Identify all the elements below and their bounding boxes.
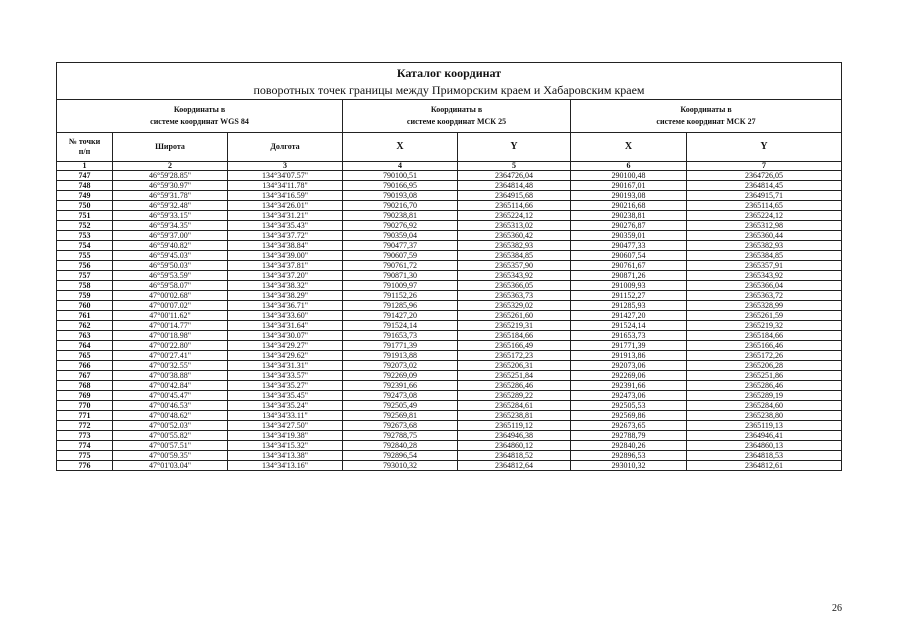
table-row xyxy=(57,341,842,351)
msk27-x-cell: 291653,73 xyxy=(571,331,687,341)
latitude-cell: 47°00'57.51" xyxy=(113,441,228,451)
table-row xyxy=(57,431,842,441)
point-number-cell: 766 xyxy=(57,361,113,371)
msk27-y-cell: 2365343,92 xyxy=(687,271,842,281)
msk25-x-header: X xyxy=(343,133,458,162)
msk27-x-cell: 292673,65 xyxy=(571,421,687,431)
msk25-x-cell: 791913,88 xyxy=(343,351,458,361)
table-row xyxy=(57,421,842,431)
latitude-cell: 47°00'48.62" xyxy=(113,411,228,421)
msk25-x-cell: 791285,96 xyxy=(343,301,458,311)
msk25-x-cell: 792073,02 xyxy=(343,361,458,371)
msk27-x-cell: 290238,81 xyxy=(571,211,687,221)
table-row xyxy=(57,201,842,211)
latitude-cell: 46°59'32.48" xyxy=(113,201,228,211)
msk27-y-cell: 2364860,13 xyxy=(687,441,842,451)
point-number-cell: 774 xyxy=(57,441,113,451)
point-number-cell: 760 xyxy=(57,301,113,311)
msk27-y-cell: 2365219,32 xyxy=(687,321,842,331)
table-row xyxy=(57,171,842,181)
msk27-x-cell: 292569,86 xyxy=(571,411,687,421)
msk27-y-cell: 2365328,99 xyxy=(687,301,842,311)
longitude-cell: 134°34'13.16" xyxy=(228,461,343,471)
latitude-cell: 46°59'34.35" xyxy=(113,221,228,231)
latitude-cell: 47°00'59.35" xyxy=(113,451,228,461)
msk25-x-cell: 790359,04 xyxy=(343,231,458,241)
longitude-cell: 134°34'29.62" xyxy=(228,351,343,361)
longitude-cell: 134°34'07.57" xyxy=(228,171,343,181)
longitude-cell: 134°34'29.27" xyxy=(228,341,343,351)
msk27-y-cell: 2365360,44 xyxy=(687,231,842,241)
table-row xyxy=(57,301,842,311)
msk25-y-cell: 2365366,05 xyxy=(458,281,571,291)
msk27-x-cell: 290193,08 xyxy=(571,191,687,201)
msk27-x-cell: 292073,06 xyxy=(571,361,687,371)
latitude-cell: 46°59'53.59" xyxy=(113,271,228,281)
msk25-x-cell: 790166,95 xyxy=(343,181,458,191)
msk27-x-cell: 292896,53 xyxy=(571,451,687,461)
msk25-y-cell: 2365329,02 xyxy=(458,301,571,311)
longitude-cell: 134°34'33.57" xyxy=(228,371,343,381)
system-header-msk27: Координаты в системе координат МСК 27 xyxy=(571,100,842,133)
point-number-cell: 768 xyxy=(57,381,113,391)
longitude-cell: 134°34'15.32" xyxy=(228,441,343,451)
msk27-x-cell: 290761,67 xyxy=(571,261,687,271)
msk27-y-cell: 2365166,46 xyxy=(687,341,842,351)
msk25-x-cell: 790193,08 xyxy=(343,191,458,201)
msk25-y-cell: 2365219,31 xyxy=(458,321,571,331)
msk25-y-cell: 2365357,90 xyxy=(458,261,571,271)
msk25-y-cell: 2365206,31 xyxy=(458,361,571,371)
point-number-cell: 772 xyxy=(57,421,113,431)
msk27-y-cell: 2365289,19 xyxy=(687,391,842,401)
msk25-x-cell: 792788,75 xyxy=(343,431,458,441)
table-row xyxy=(57,391,842,401)
msk25-x-cell: 793010,32 xyxy=(343,461,458,471)
msk27-y-cell: 2365114,65 xyxy=(687,201,842,211)
longitude-cell: 134°34'39.00" xyxy=(228,251,343,261)
msk25-x-cell: 792569,81 xyxy=(343,411,458,421)
table-row xyxy=(57,271,842,281)
msk25-y-cell: 2365384,85 xyxy=(458,251,571,261)
table-row xyxy=(57,321,842,331)
latitude-cell: 46°59'58.07" xyxy=(113,281,228,291)
msk25-x-cell: 790238,81 xyxy=(343,211,458,221)
msk27-y-cell: 2365284,60 xyxy=(687,401,842,411)
point-number-cell: 765 xyxy=(57,351,113,361)
latitude-cell: 47°00'02.68" xyxy=(113,291,228,301)
longitude-cell: 134°34'30.07" xyxy=(228,331,343,341)
longitude-cell: 134°34'38.29" xyxy=(228,291,343,301)
msk25-x-cell: 791152,26 xyxy=(343,291,458,301)
msk27-x-cell: 290100,48 xyxy=(571,171,687,181)
point-number-cell: 770 xyxy=(57,401,113,411)
table-row xyxy=(57,331,842,341)
table-row xyxy=(57,211,842,221)
column-number: 3 xyxy=(228,162,343,171)
longitude-cell: 134°34'38.84" xyxy=(228,241,343,251)
longitude-cell: 134°34'31.64" xyxy=(228,321,343,331)
msk27-y-cell: 2364814,45 xyxy=(687,181,842,191)
table-row xyxy=(57,181,842,191)
point-number-cell: 773 xyxy=(57,431,113,441)
msk27-x-cell: 290871,26 xyxy=(571,271,687,281)
msk25-y-cell: 2365382,93 xyxy=(458,241,571,251)
longitude-cell: 134°34'38.32" xyxy=(228,281,343,291)
msk27-y-cell: 2364946,41 xyxy=(687,431,842,441)
longitude-cell: 134°34'16.59" xyxy=(228,191,343,201)
point-number-cell: 761 xyxy=(57,311,113,321)
msk27-x-cell: 291427,20 xyxy=(571,311,687,321)
msk25-y-cell: 2364812,64 xyxy=(458,461,571,471)
msk27-x-cell: 291771,39 xyxy=(571,341,687,351)
msk25-y-cell: 2364946,38 xyxy=(458,431,571,441)
msk27-y-cell: 2364726,05 xyxy=(687,171,842,181)
point-number-cell: 754 xyxy=(57,241,113,251)
msk27-x-cell: 290359,01 xyxy=(571,231,687,241)
msk27-y-cell: 2365224,12 xyxy=(687,211,842,221)
msk25-x-cell: 791427,20 xyxy=(343,311,458,321)
msk25-y-cell: 2365238,81 xyxy=(458,411,571,421)
point-number-cell: 771 xyxy=(57,411,113,421)
latitude-header: Широта xyxy=(113,133,228,162)
point-number-cell: 747 xyxy=(57,171,113,181)
latitude-cell: 47°00'18.98" xyxy=(113,331,228,341)
msk27-x-cell: 292505,53 xyxy=(571,401,687,411)
msk27-x-cell: 292391,66 xyxy=(571,381,687,391)
longitude-header: Долгота xyxy=(228,133,343,162)
latitude-cell: 47°00'14.77" xyxy=(113,321,228,331)
point-number-cell: 756 xyxy=(57,261,113,271)
point-number-cell: 759 xyxy=(57,291,113,301)
table-row xyxy=(57,441,842,451)
point-number-cell: 757 xyxy=(57,271,113,281)
column-number: 6 xyxy=(571,162,687,171)
latitude-cell: 47°00'45.47" xyxy=(113,391,228,401)
coordinate-catalog-table xyxy=(56,62,842,471)
table-row xyxy=(57,251,842,261)
msk25-x-cell: 792896,54 xyxy=(343,451,458,461)
column-number: 5 xyxy=(458,162,571,171)
latitude-cell: 47°00'22.80" xyxy=(113,341,228,351)
msk25-y-cell: 2364915,68 xyxy=(458,191,571,201)
msk27-y-cell: 2365384,85 xyxy=(687,251,842,261)
latitude-cell: 47°00'55.82" xyxy=(113,431,228,441)
msk27-y-cell: 2365286,46 xyxy=(687,381,842,391)
table-row xyxy=(57,351,842,361)
point-number-cell: 776 xyxy=(57,461,113,471)
table-row xyxy=(57,261,842,271)
longitude-cell: 134°34'31.31" xyxy=(228,361,343,371)
latitude-cell: 47°00'11.62" xyxy=(113,311,228,321)
longitude-cell: 134°34'37.20" xyxy=(228,271,343,281)
catalog-title: Каталог координат xyxy=(57,63,842,82)
point-number-cell: 748 xyxy=(57,181,113,191)
msk27-x-cell: 290167,01 xyxy=(571,181,687,191)
longitude-cell: 134°34'33.11" xyxy=(228,411,343,421)
msk27-y-cell: 2365184,66 xyxy=(687,331,842,341)
point-number-cell: 749 xyxy=(57,191,113,201)
longitude-cell: 134°34'33.60" xyxy=(228,311,343,321)
point-number-cell: 764 xyxy=(57,341,113,351)
msk25-y-cell: 2365313,02 xyxy=(458,221,571,231)
longitude-cell: 134°34'35.24" xyxy=(228,401,343,411)
column-number: 4 xyxy=(343,162,458,171)
msk25-y-cell: 2364818,52 xyxy=(458,451,571,461)
catalog-subtitle: поворотных точек границы между Приморским краем и Хабаровским краем xyxy=(57,81,842,100)
msk27-y-cell: 2365363,72 xyxy=(687,291,842,301)
msk25-y-cell: 2364860,12 xyxy=(458,441,571,451)
msk25-x-cell: 790100,51 xyxy=(343,171,458,181)
msk27-x-cell: 291285,93 xyxy=(571,301,687,311)
latitude-cell: 46°59'30.97" xyxy=(113,181,228,191)
msk25-y-cell: 2365114,66 xyxy=(458,201,571,211)
msk25-x-cell: 791771,39 xyxy=(343,341,458,351)
point-number-header: № точки п/п xyxy=(57,133,113,162)
msk25-y-cell: 2365166,49 xyxy=(458,341,571,351)
msk27-x-cell: 290607,54 xyxy=(571,251,687,261)
msk25-x-cell: 792673,68 xyxy=(343,421,458,431)
msk27-y-cell: 2365312,98 xyxy=(687,221,842,231)
latitude-cell: 47°00'42.84" xyxy=(113,381,228,391)
longitude-cell: 134°34'11.78" xyxy=(228,181,343,191)
msk25-y-cell: 2365343,92 xyxy=(458,271,571,281)
latitude-cell: 47°00'32.55" xyxy=(113,361,228,371)
latitude-cell: 46°59'37.00" xyxy=(113,231,228,241)
point-number-cell: 775 xyxy=(57,451,113,461)
msk27-y-cell: 2365238,80 xyxy=(687,411,842,421)
msk27-x-cell: 292840,26 xyxy=(571,441,687,451)
msk25-x-cell: 790871,30 xyxy=(343,271,458,281)
msk25-x-cell: 792473,08 xyxy=(343,391,458,401)
column-number-row xyxy=(57,162,842,171)
latitude-cell: 47°00'07.02" xyxy=(113,301,228,311)
msk27-x-cell: 290276,87 xyxy=(571,221,687,231)
latitude-cell: 47°00'38.88" xyxy=(113,371,228,381)
point-number-cell: 769 xyxy=(57,391,113,401)
msk25-x-cell: 790761,72 xyxy=(343,261,458,271)
msk25-y-cell: 2364814,48 xyxy=(458,181,571,191)
system-header-msk25: Координаты в системе координат МСК 25 xyxy=(343,100,571,133)
point-number-cell: 763 xyxy=(57,331,113,341)
page-number: 26 xyxy=(832,603,842,614)
latitude-cell: 46°59'28.85" xyxy=(113,171,228,181)
longitude-cell: 134°34'13.38" xyxy=(228,451,343,461)
msk27-x-cell: 292473,06 xyxy=(571,391,687,401)
longitude-cell: 134°34'26.01" xyxy=(228,201,343,211)
point-number-cell: 753 xyxy=(57,231,113,241)
msk27-y-cell: 2364818,53 xyxy=(687,451,842,461)
column-number: 7 xyxy=(687,162,842,171)
column-number: 2 xyxy=(113,162,228,171)
msk25-y-cell: 2365172,23 xyxy=(458,351,571,361)
table-row xyxy=(57,461,842,471)
msk25-x-cell: 791524,14 xyxy=(343,321,458,331)
latitude-cell: 46°59'31.78" xyxy=(113,191,228,201)
msk25-y-cell: 2365284,61 xyxy=(458,401,571,411)
latitude-cell: 46°59'50.03" xyxy=(113,261,228,271)
msk25-y-cell: 2365289,22 xyxy=(458,391,571,401)
table-row xyxy=(57,281,842,291)
longitude-cell: 134°34'27.50" xyxy=(228,421,343,431)
latitude-cell: 47°01'03.04" xyxy=(113,461,228,471)
point-number-cell: 750 xyxy=(57,201,113,211)
column-number: 1 xyxy=(57,162,113,171)
point-number-cell: 762 xyxy=(57,321,113,331)
msk25-y-cell: 2365119,12 xyxy=(458,421,571,431)
msk27-y-cell: 2365172,26 xyxy=(687,351,842,361)
msk25-y-cell: 2365261,60 xyxy=(458,311,571,321)
point-number-cell: 767 xyxy=(57,371,113,381)
msk27-y-cell: 2365357,91 xyxy=(687,261,842,271)
msk25-x-cell: 792505,49 xyxy=(343,401,458,411)
msk27-x-cell: 293010,32 xyxy=(571,461,687,471)
table-row xyxy=(57,451,842,461)
point-number-cell: 755 xyxy=(57,251,113,261)
latitude-cell: 47°00'52.03" xyxy=(113,421,228,431)
msk27-y-cell: 2365119,13 xyxy=(687,421,842,431)
msk27-y-cell: 2364812,61 xyxy=(687,461,842,471)
coordinate-rows xyxy=(57,171,842,471)
table-row xyxy=(57,241,842,251)
table-row xyxy=(57,411,842,421)
msk25-y-cell: 2365251,84 xyxy=(458,371,571,381)
table-row xyxy=(57,401,842,411)
point-number-cell: 751 xyxy=(57,211,113,221)
msk25-x-cell: 790607,59 xyxy=(343,251,458,261)
msk27-y-header: Y xyxy=(687,133,842,162)
msk27-y-cell: 2365382,93 xyxy=(687,241,842,251)
msk27-x-cell: 291009,93 xyxy=(571,281,687,291)
longitude-cell: 134°34'35.45" xyxy=(228,391,343,401)
msk27-y-cell: 2365251,86 xyxy=(687,371,842,381)
msk27-x-cell: 290477,33 xyxy=(571,241,687,251)
latitude-cell: 47°00'46.53" xyxy=(113,401,228,411)
latitude-cell: 46°59'33.15" xyxy=(113,211,228,221)
table-row xyxy=(57,381,842,391)
table-row xyxy=(57,191,842,201)
longitude-cell: 134°34'35.27" xyxy=(228,381,343,391)
longitude-cell: 134°34'31.21" xyxy=(228,211,343,221)
point-number-cell: 758 xyxy=(57,281,113,291)
msk25-y-cell: 2365363,73 xyxy=(458,291,571,301)
msk27-x-cell: 291524,14 xyxy=(571,321,687,331)
msk25-x-cell: 791009,97 xyxy=(343,281,458,291)
latitude-cell: 46°59'45.03" xyxy=(113,251,228,261)
msk25-y-header: Y xyxy=(458,133,571,162)
msk27-x-cell: 292269,06 xyxy=(571,371,687,381)
msk25-x-cell: 792391,66 xyxy=(343,381,458,391)
msk25-x-cell: 790276,92 xyxy=(343,221,458,231)
msk27-y-cell: 2365366,04 xyxy=(687,281,842,291)
msk25-y-cell: 2365224,12 xyxy=(458,211,571,221)
point-number-cell: 752 xyxy=(57,221,113,231)
msk25-x-cell: 790216,70 xyxy=(343,201,458,211)
msk27-x-cell: 290216,68 xyxy=(571,201,687,211)
msk27-x-cell: 292788,79 xyxy=(571,431,687,441)
latitude-cell: 47°00'27.41" xyxy=(113,351,228,361)
table-row xyxy=(57,231,842,241)
msk25-x-cell: 790477,37 xyxy=(343,241,458,251)
msk25-x-cell: 792840,28 xyxy=(343,441,458,451)
latitude-cell: 46°59'40.82" xyxy=(113,241,228,251)
msk25-y-cell: 2365184,66 xyxy=(458,331,571,341)
msk27-y-cell: 2364915,71 xyxy=(687,191,842,201)
msk27-y-cell: 2365261,59 xyxy=(687,311,842,321)
msk25-y-cell: 2364726,04 xyxy=(458,171,571,181)
msk27-x-cell: 291152,27 xyxy=(571,291,687,301)
msk25-y-cell: 2365360,42 xyxy=(458,231,571,241)
msk25-y-cell: 2365286,46 xyxy=(458,381,571,391)
msk25-x-cell: 791653,73 xyxy=(343,331,458,341)
system-header-wgs84: Координаты в системе координат WGS 84 xyxy=(57,100,343,133)
table-row xyxy=(57,311,842,321)
longitude-cell: 134°34'36.71" xyxy=(228,301,343,311)
table-row xyxy=(57,371,842,381)
longitude-cell: 134°34'37.72" xyxy=(228,231,343,241)
longitude-cell: 134°34'35.43" xyxy=(228,221,343,231)
msk27-x-cell: 291913,86 xyxy=(571,351,687,361)
msk27-x-header: X xyxy=(571,133,687,162)
msk25-x-cell: 792269,09 xyxy=(343,371,458,381)
table-row xyxy=(57,361,842,371)
longitude-cell: 134°34'37.81" xyxy=(228,261,343,271)
table-row xyxy=(57,221,842,231)
longitude-cell: 134°34'19.38" xyxy=(228,431,343,441)
table-row xyxy=(57,291,842,301)
msk27-y-cell: 2365206,28 xyxy=(687,361,842,371)
